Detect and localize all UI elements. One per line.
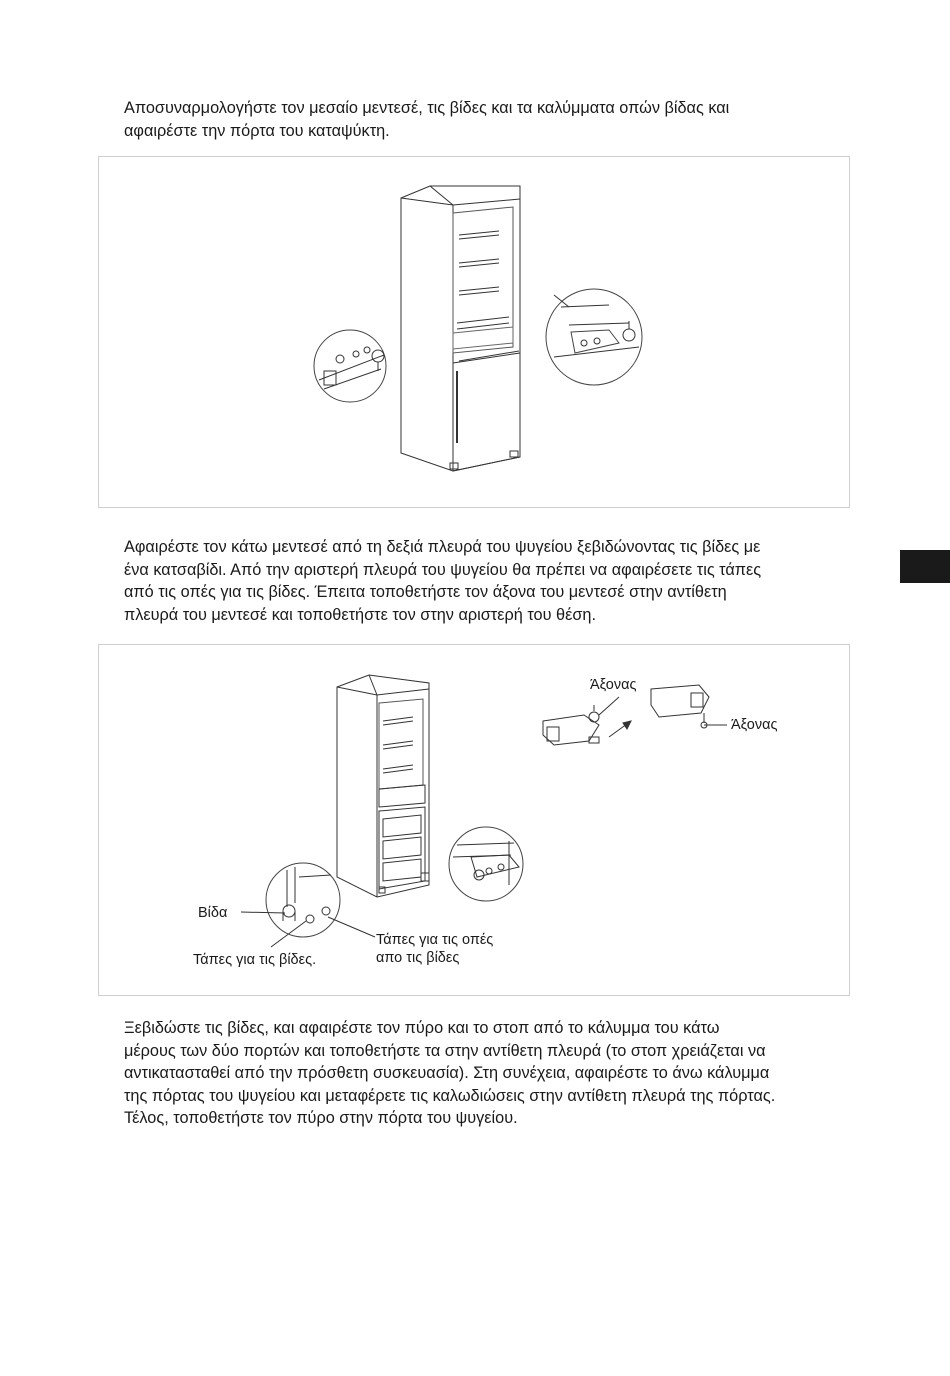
label-caps-for-holes [376,931,493,967]
instruction-paragraph-3 [124,1017,870,1130]
paragraph-line: αντικατασταθεί από την πρόσθετη συσκευασία). Στη συνέχεια, αφαιρέστε το άνω κάλυμμα [124,1064,770,1083]
label-axis-right: Άξονας [731,717,778,733]
label-caps-for-screws: Τάπες για τις βίδες. [193,952,317,968]
instruction-paragraph-2 [124,536,870,626]
paragraph-line: από τις οπές για τις βίδες. Έπειτα τοποθετήστε τον άξονα του μεντεσέ στην αντίθετη [124,583,727,602]
paragraph-line: Αποσυναρμολογήστε τον μεσαίο μεντεσέ, τις βίδες και τα καλύμματα οπών βίδας και [124,99,730,117]
paragraph-line: μέρους των δύο πορτών και τοποθετήστε τα στην αντίθετη πλευρά (το στοπ χρειάζεται να [124,1041,766,1060]
paragraph-line: Τέλος, τοποθετήστε τον πύρο στην πόρτα του ψυγείου. [124,1109,518,1128]
label-caps-for-holes-line1: Τάπες για τις οπές [376,932,494,948]
label-caps-for-holes-line2: απο τις βίδες [376,950,460,966]
fridge-illustration-1 [99,157,851,509]
instruction-paragraph-1 [124,97,870,142]
figure-lower-hinge-transfer [98,644,850,996]
section-side-tab [900,550,950,583]
paragraph-line: Ξεβιδώστε τις βίδες, και αφαιρέστε τον πύρο και το στοπ από το κάλυμμα του κάτω [124,1019,720,1037]
paragraph-line: ένα κατσαβίδι. Από την αριστερή πλευρά του ψυγείου θα πρέπει να αφαιρέσετε τις τάπες [124,560,762,579]
paragraph-line: Αφαιρέστε τον κάτω μεντεσέ από τη δεξιά πλευρά του ψυγείου ξεβιδώνοντας τις βίδες με [124,538,761,556]
paragraph-line: της πόρτας του ψυγείου και μεταφέρετε τις καλωδιώσεις στην αντίθετη πλευρά της πόρτας. [124,1086,776,1105]
label-screw: Βίδα [198,905,228,921]
paragraph-line: αφαιρέστε την πόρτα του καταψύκτη. [124,121,390,140]
figure-freezer-door-removal [98,156,850,508]
paragraph-line: πλευρά του μεντεσέ και τοποθετήστε τον στην αριστερή του θέση. [124,605,596,624]
label-axis-top: Άξονας [590,677,637,693]
